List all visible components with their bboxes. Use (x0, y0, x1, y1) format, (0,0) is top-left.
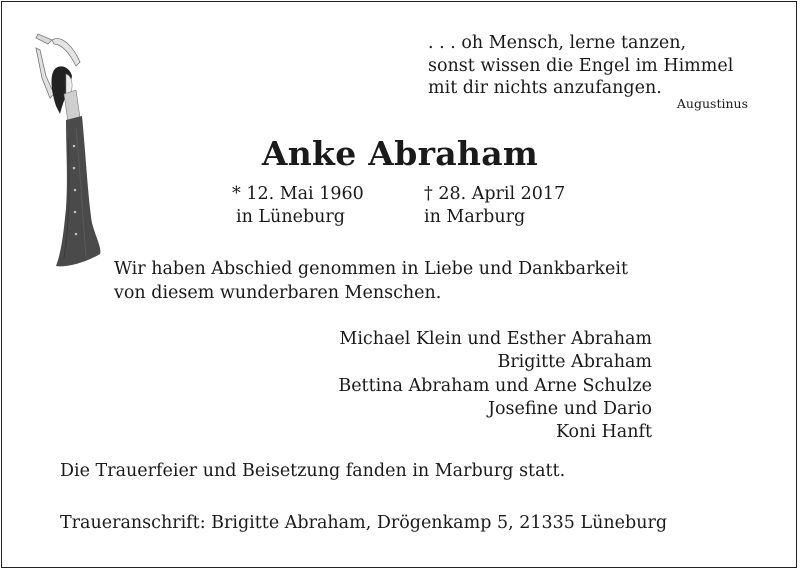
mourners-list (338, 328, 652, 444)
mourner: Koni Hanft (555, 422, 652, 443)
quote-author: Augustinus (676, 96, 748, 111)
ceremony-note: Die Trauerfeier und Beisetzung fanden in Marburg statt. (60, 461, 566, 481)
quote (428, 32, 733, 100)
quote-line: . . . oh Mensch, lerne tanzen, (428, 33, 687, 53)
birth-place: in Lüneburg (236, 207, 345, 227)
message-line: von diesem wunderbaren Menschen. (114, 283, 442, 303)
mourner: Josefine und Dario (487, 398, 652, 419)
quote-line: mit dir nichts anzufangen. (428, 78, 662, 98)
birth-date: * 12. Mai 1960 (232, 184, 364, 204)
deceased-name: Anke Abraham (261, 134, 539, 173)
mourner: Bettina Abraham und Arne Schulze (338, 375, 652, 396)
birth-info (232, 183, 364, 229)
mourner: Brigitte Abraham (497, 352, 652, 373)
death-info (424, 183, 565, 229)
farewell-message (114, 257, 628, 305)
death-date: † 28. April 2017 (424, 184, 566, 204)
quote-line: sonst wissen die Engel im Himmel (428, 55, 734, 76)
mourning-address: Traueranschrift: Brigitte Abraham, Drögenkamp 5, 21335 Lüneburg (60, 513, 668, 533)
death-place: in Marburg (424, 207, 526, 227)
message-line: Wir haben Abschied genommen in Liebe und Dankbarkeit (114, 259, 629, 279)
mourner: Michael Klein und Esther Abraham (339, 329, 652, 349)
